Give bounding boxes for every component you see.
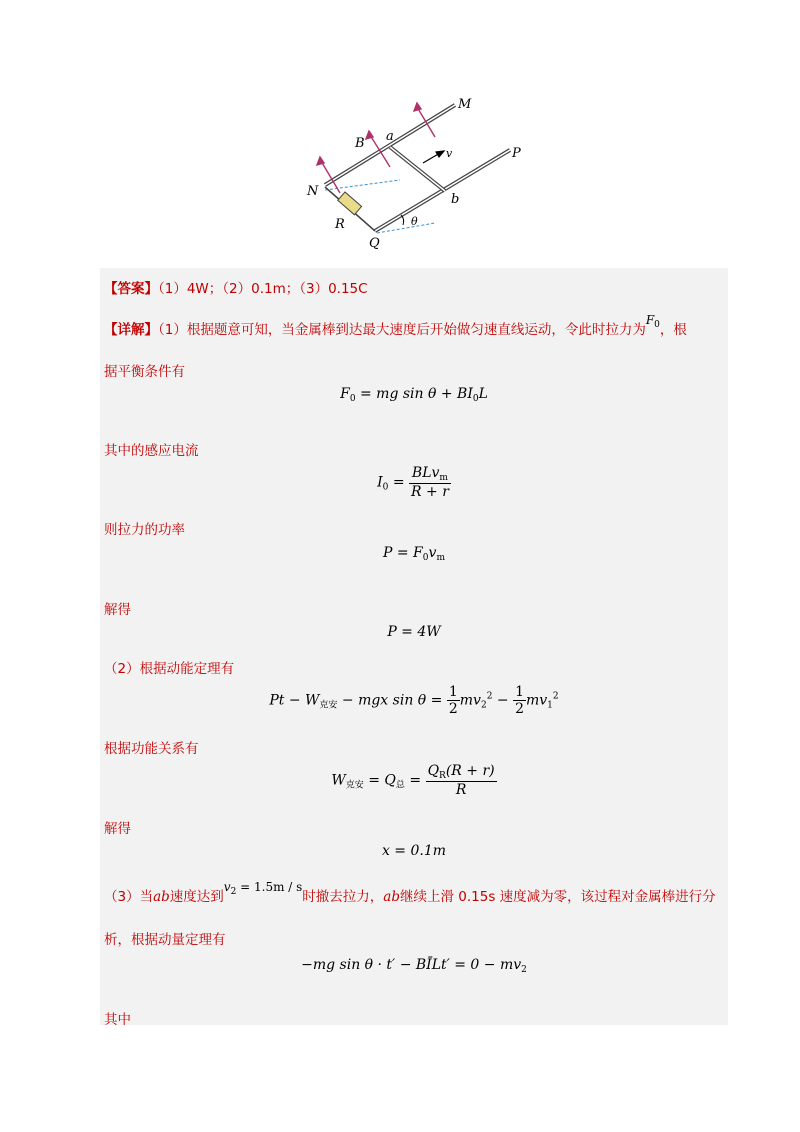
detail-p1-symbol: $F_0$: [645, 313, 660, 330]
label-theta: θ: [411, 215, 418, 228]
detail-p1-tail: ，根: [659, 322, 687, 338]
equation-1: $F_0$ = mg $\sin \theta + BI_0L$: [340, 386, 488, 404]
equation-5: $Pt - W_{克安}$ − mgx sin θ = $\frac{1}{2}$ $mv_2^2$ − $\frac{1}{2}$ $mv_1^2$: [269, 684, 559, 717]
detail-tag: 【详解】: [104, 322, 158, 338]
label-r: R: [335, 217, 345, 232]
equation-4: P = 4W: [387, 624, 441, 640]
detail-line-8: 解得: [104, 821, 131, 837]
label-b: b: [451, 192, 460, 207]
detail-line-5: 解得: [104, 602, 131, 618]
answer-tag: 【答案】: [104, 281, 158, 297]
detail-line-6: （2）根据动能定理有: [104, 661, 235, 677]
label-m: M: [458, 97, 472, 112]
answer-text: （1）4W；（2）0.1m；（3）0.15C: [158, 281, 368, 297]
equation-3: $P = F_0v_m$: [383, 545, 445, 563]
label-p: P: [512, 146, 521, 161]
dashed-line-upper: [325, 180, 400, 190]
detail-line-1: [104, 313, 687, 340]
equation-8: −mg sin θ · t′ − BĪLt′ = $0 - mv_2$: [301, 957, 527, 975]
solution-panel: [100, 268, 728, 1025]
equation-2: $I_0$ = $\frac{BLv_m}{R + r}$: [377, 465, 449, 500]
label-n: N: [307, 184, 319, 199]
detail-line-9: （3）当ab速度达到$v_2 = 1.5m / s$时撤去拉力，ab继续上滑 0.15s 速度减为零，该过程对金属棒进行分: [104, 880, 716, 905]
detail-line-11: 其中: [104, 1012, 131, 1028]
detail-line-10: 析，根据动量定理有: [104, 932, 226, 948]
label-a: a: [386, 129, 394, 144]
detail-p1-text: （1）根据题意可知，当金属棒到达最大速度后开始做匀速直线运动，令此时拉力为: [158, 322, 646, 338]
detail-line-4: 则拉力的功率: [104, 522, 185, 538]
resistor: [338, 192, 362, 215]
equation-6: $W_{克安} = Q_总$ = $\frac{Q_R(R + r)}{R}$: [331, 763, 495, 798]
velocity-arrow: [423, 151, 444, 163]
label-q: Q: [369, 236, 380, 251]
answer-line: [104, 277, 368, 297]
circuit-figure: [295, 95, 535, 255]
detail-line-3: 其中的感应电流: [104, 443, 199, 459]
detail-line-7: 根据功能关系有: [104, 741, 199, 757]
label-v: v: [446, 147, 453, 160]
label-B: B: [355, 136, 365, 151]
detail-line-2: 据平衡条件有: [104, 364, 185, 380]
equation-7: x = 0.1m: [381, 843, 447, 859]
rail-nm-inner: [325, 105, 455, 185]
